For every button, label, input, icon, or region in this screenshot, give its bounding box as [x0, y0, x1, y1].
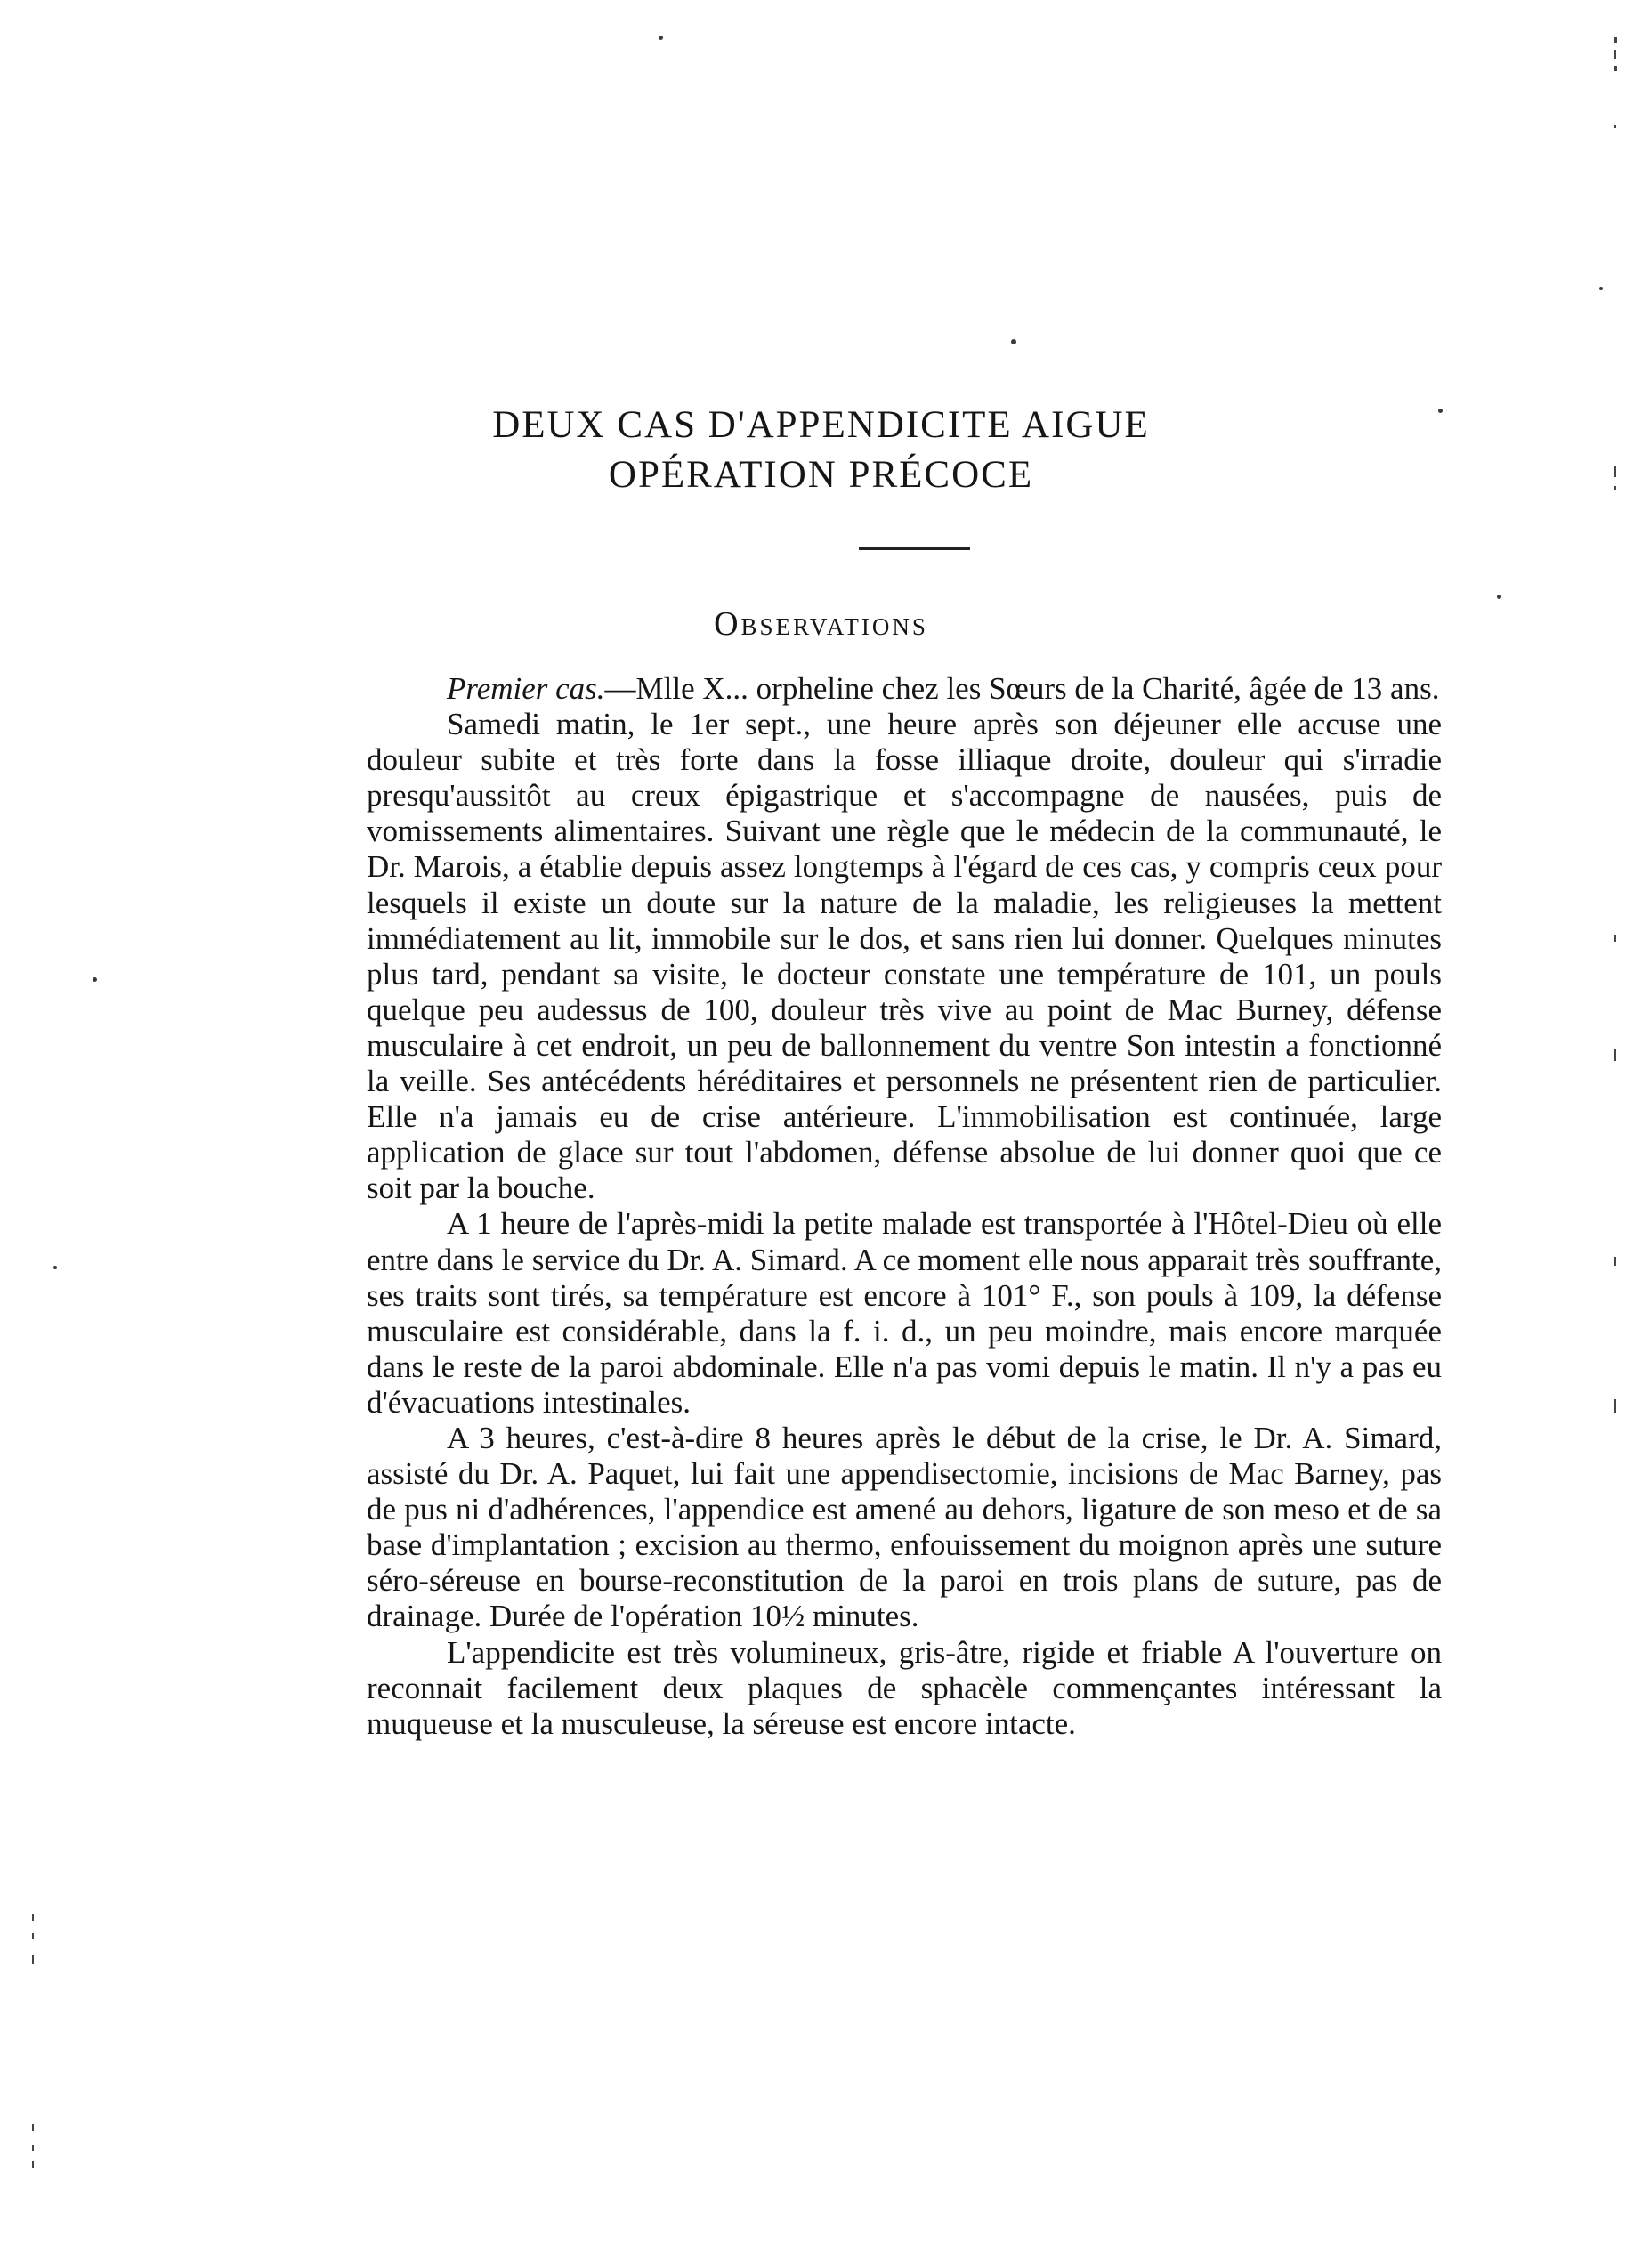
right-margin-scan-marks	[1609, 36, 1622, 1413]
article-body	[367, 671, 1442, 1742]
scan-speck	[1438, 409, 1443, 413]
paragraph	[367, 1635, 1442, 1742]
scan-speck	[53, 1266, 57, 1269]
paragraph	[367, 1206, 1442, 1421]
article-title-line-1: DEUX CAS D'APPENDICITE AIGUE	[492, 404, 1150, 446]
left-margin-scan-marks	[27, 1914, 39, 2168]
scan-speck	[1497, 595, 1501, 599]
scan-speck	[659, 36, 663, 40]
paragraph-text: —Mlle X... orpheline chez les Sœurs de la Charité, âgée de 13 ans.	[604, 671, 1440, 706]
paragraph-lead: Premier cas.	[447, 671, 605, 706]
paragraph-text: L'appendicite est très volumineux, gris-âtre, rigide et friable A l'ouverture on reconnait facilement deux plaques de sphacèle commençantes intéressant la muqueuse et la musculeuse, la séreuse est encore intacte.	[367, 1634, 1442, 1741]
scan-speck	[1011, 339, 1016, 344]
section-heading: Observations	[714, 605, 928, 643]
paragraph-text: Samedi matin, le 1er sept., une heure après son déjeuner elle accuse une douleur subite et très forte dans la fosse illiaque droite, douleur qui s'irradie presqu'aussitôt au creux épigastrique et s'accompagne de nausées, puis de vomissements alimentaires. Suivant une règle que le médecin de la communauté, le Dr. Marois, a établie depuis assez longtemps à l'égard de ces cas, y compris ceux pour lesquels il existe un doute sur la nature de la maladie, les religieuses la mettent immédiatement au lit, immobile sur le dos, et sans rien lui donner. Quelques minutes plus tard, pendant sa visite, le docteur constate une température de 101, un pouls quelque peu audessus de 100, douleur très vive au point de Mac Burney, défense musculaire à cet endroit, un peu de ballonnement du ventre Son intestin a fonctionné la veille. Ses antécédents héréditaires et personnels ne présentent rien de particulier. Elle n'a jamais eu de crise antérieure. L'immobilisation est continuée, large application de glace sur tout l'abdomen, défense absolue de lui donner quoi que ce soit par la bouche.	[367, 707, 1442, 1206]
paragraph	[367, 1421, 1442, 1635]
paragraph	[367, 707, 1442, 1206]
paragraph-text: A 3 heures, c'est-à-dire 8 heures après le début de la crise, le Dr. A. Simard, assisté du Dr. A. Paquet, lui fait une appendisectomie, incisions de Mac Barney, pas de pus ni d'adhérences, l'appendice est amené au dehors, ligature de son meso et de sa base d'implantation ; excision au thermo, enfouissement du moignon après une suture séro-séreuse en bourse-reconstitution de la paroi en trois plans de suture, pas de drainage. Durée de l'opération 10½ minutes.	[367, 1420, 1442, 1634]
title-divider-rule	[859, 547, 970, 550]
paragraph	[367, 671, 1442, 707]
paragraph-text: A 1 heure de l'après-midi la petite malade est transportée à l'Hôtel-Dieu où elle entre dans le service du Dr. A. Simard. A ce moment elle nous apparait très souffrante, ses traits sont tirés, sa température est encore à 101° F., son pouls à 109, la défense musculaire est considérable, dans la f. i. d., un peu moindre, mais encore marquée dans le reste de la paroi abdominale. Elle n'a pas vomi depuis le matin. Il n'y a pas eu d'évacuations intestinales.	[367, 1206, 1442, 1420]
scan-speck	[1599, 287, 1603, 290]
scan-speck	[93, 977, 97, 982]
article-title-line-2: OPÉRATION PRÉCOCE	[608, 454, 1034, 496]
